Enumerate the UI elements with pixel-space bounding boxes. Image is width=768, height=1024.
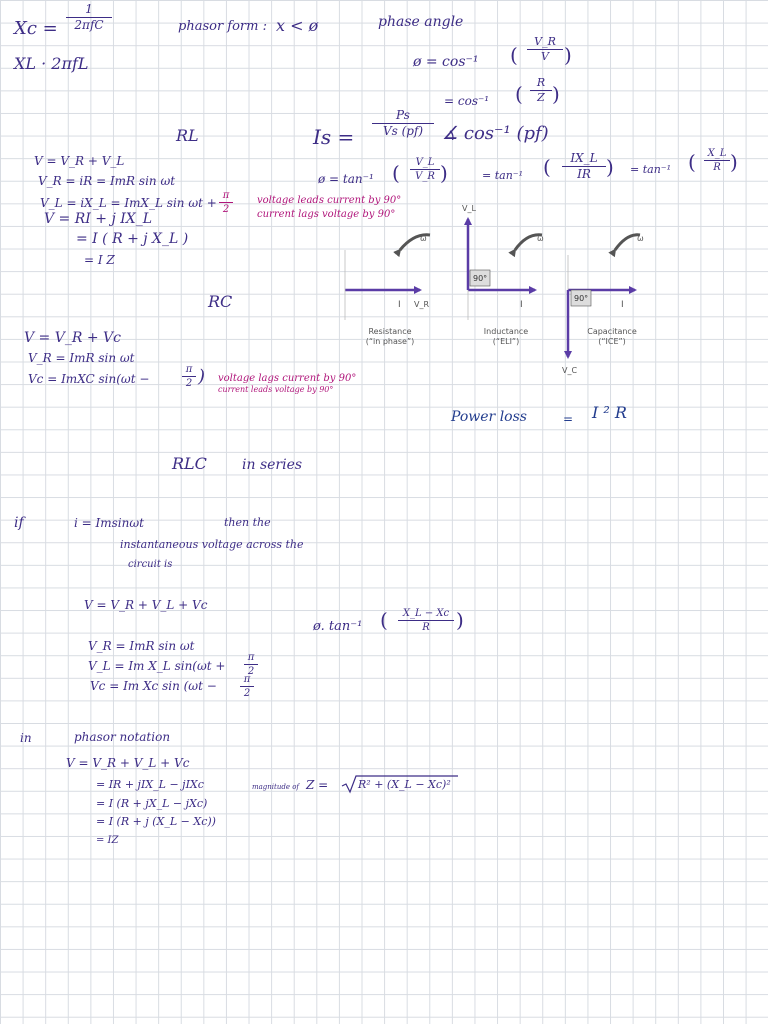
phi-cos-equation: ø = cos⁻¹ xyxy=(413,54,479,70)
xc-fraction xyxy=(66,3,112,32)
rlc-phasor-notation: phasor notation xyxy=(74,730,171,744)
rlc-sqrt-expr: R² + (X_L − Xc)² xyxy=(358,778,451,791)
rlc-magnitude-label: magnitude of xyxy=(252,783,300,791)
phasor-expression: x < ø xyxy=(276,16,319,35)
cos-rz-fraction: R Z xyxy=(530,77,552,104)
rlc-phasor-line-1: V = V_R + V_L + Vc xyxy=(66,756,190,770)
rl-line-3: V_L = iX_L = ImX_L sin ωt + xyxy=(40,196,217,210)
resistance-i-label: I xyxy=(398,300,401,310)
rlc-vc: Vc = Im Xc sin (ωt − xyxy=(90,679,217,693)
is-label: Is = xyxy=(313,125,355,149)
rl-line-5: = I ( R + j X_L ) xyxy=(76,231,189,247)
phi-cos-fraction: V_R V xyxy=(527,36,563,63)
rl-line-4: V = RI + j IX_L xyxy=(44,211,153,227)
rlc-v-sum: V = V_R + V_L + Vc xyxy=(84,598,208,612)
rc-line-3-close: ) xyxy=(198,366,206,387)
capacitance-phasor xyxy=(562,234,644,375)
rl-tan-2: = tan⁻¹ xyxy=(482,169,523,182)
rlc-phasor-line-5: = IZ xyxy=(96,835,119,846)
rc-pi-over-2: π 2 xyxy=(182,364,196,389)
caption-inductance-sub: (“ELI”) xyxy=(492,337,520,346)
rlc-title: RLC xyxy=(172,454,207,473)
rlc-phasor-line-2: = IR + jIX_L − jIXc xyxy=(96,778,204,791)
rlc-i-eq: i = Imsinωt xyxy=(74,516,144,530)
rl-tan-1: ø = tan⁻¹ xyxy=(318,172,374,186)
is-fraction: Ps Vs (pf) xyxy=(372,109,434,138)
capacitance-vc-label: V_C xyxy=(562,366,578,375)
rl-line-6: = I Z xyxy=(84,253,115,267)
cos-rz-equation: = cos⁻¹ xyxy=(444,94,490,108)
phasor-diagram xyxy=(330,195,660,390)
caption-capacitance-sub: (“ICE”) xyxy=(598,337,626,346)
capacitance-omega: ω xyxy=(637,234,644,243)
phase-angle-label: phase angle xyxy=(378,14,464,30)
rlc-vl: V_L = Im X_L sin(ωt + xyxy=(88,659,226,673)
rc-note-lags: voltage lags current by 90° xyxy=(218,373,357,384)
rlc-title-2: in series xyxy=(242,457,303,473)
is-angle: ∡ cos⁻¹ (pf) xyxy=(442,123,549,144)
rl-tan-3-fraction: X_L R xyxy=(704,148,730,173)
rlc-in: in xyxy=(20,731,32,745)
resistance-vr-label: V_R xyxy=(414,300,430,309)
rlc-vl-pi-over-2: π 2 xyxy=(244,652,258,677)
caption-resistance-sub: (“in phase”) xyxy=(365,337,415,346)
capacitance-90-label: 90° xyxy=(574,294,589,303)
inductance-phasor xyxy=(462,204,544,346)
rl-title: RL xyxy=(176,126,199,145)
resistance-omega: ω xyxy=(420,234,427,243)
caption-resistance: Resistance xyxy=(368,327,412,336)
rc-note-leads: current leads voltage by 90° xyxy=(218,385,334,394)
xc-num: 1 xyxy=(85,2,93,16)
rl-line-1: V = V_R + V_L xyxy=(34,154,125,168)
rlc-phi: ø. tan⁻¹ xyxy=(313,619,363,634)
rc-title: RC xyxy=(208,292,233,311)
power-loss-label: Power loss xyxy=(451,409,527,425)
rlc-vc-pi-over-2: π 2 xyxy=(240,674,254,699)
rl-line-2: V_R = iR = ImR sin ωt xyxy=(38,174,176,188)
rl-note-lags: current lags voltage by 90° xyxy=(257,209,396,220)
rlc-then: then the xyxy=(224,516,271,529)
rl-tan-2-fraction: IX_L IR xyxy=(562,152,606,181)
rlc-phasor-line-3: = I (R + jX_L − jXc) xyxy=(96,797,208,810)
rlc-vr: V_R = ImR sin ωt xyxy=(88,639,195,653)
inductance-i-label: I xyxy=(520,300,523,310)
inductance-vl-label: V_L xyxy=(462,204,476,213)
rlc-phi-fraction: X_L − Xc R xyxy=(398,608,454,633)
phasor-form-label: phasor form : xyxy=(178,19,267,34)
inductance-omega: ω xyxy=(537,234,544,243)
rlc-phasor-line-4: = I (R + j (X_L − Xc)) xyxy=(96,815,216,828)
caption-inductance: Inductance xyxy=(483,327,529,336)
rl-note-leads: voltage leads current by 90° xyxy=(257,195,402,206)
rc-line-1: V = V_R + Vc xyxy=(24,330,121,346)
rlc-instantaneous: instantaneous voltage across the xyxy=(120,538,304,551)
rlc-circuit: circuit is xyxy=(128,559,173,570)
rc-line-2: V_R = ImR sin ωt xyxy=(28,351,135,365)
xl-formula: XL · 2πfL xyxy=(14,54,89,73)
rlc-magnitude-z: Z = xyxy=(306,778,329,792)
inductance-90-label: 90° xyxy=(473,274,488,283)
resistance-phasor xyxy=(345,234,430,346)
capacitance-i-label: I xyxy=(621,300,624,310)
caption-capacitance: Capacitance xyxy=(587,327,637,336)
power-loss-expr: I ² R xyxy=(592,403,627,422)
rlc-if: if xyxy=(14,515,24,531)
rl-tan-3: = tan⁻¹ xyxy=(630,163,671,176)
rl-pi-over-2: π 2 xyxy=(219,190,233,215)
xc-den: 2πfC xyxy=(74,18,104,33)
xc-label: Xc = xyxy=(14,18,58,39)
rc-line-3: Vc = ImXC sin(ωt − xyxy=(28,372,150,386)
rl-tan-1-fraction: V_L V_R xyxy=(410,157,440,182)
power-loss-equals: = xyxy=(563,412,574,426)
